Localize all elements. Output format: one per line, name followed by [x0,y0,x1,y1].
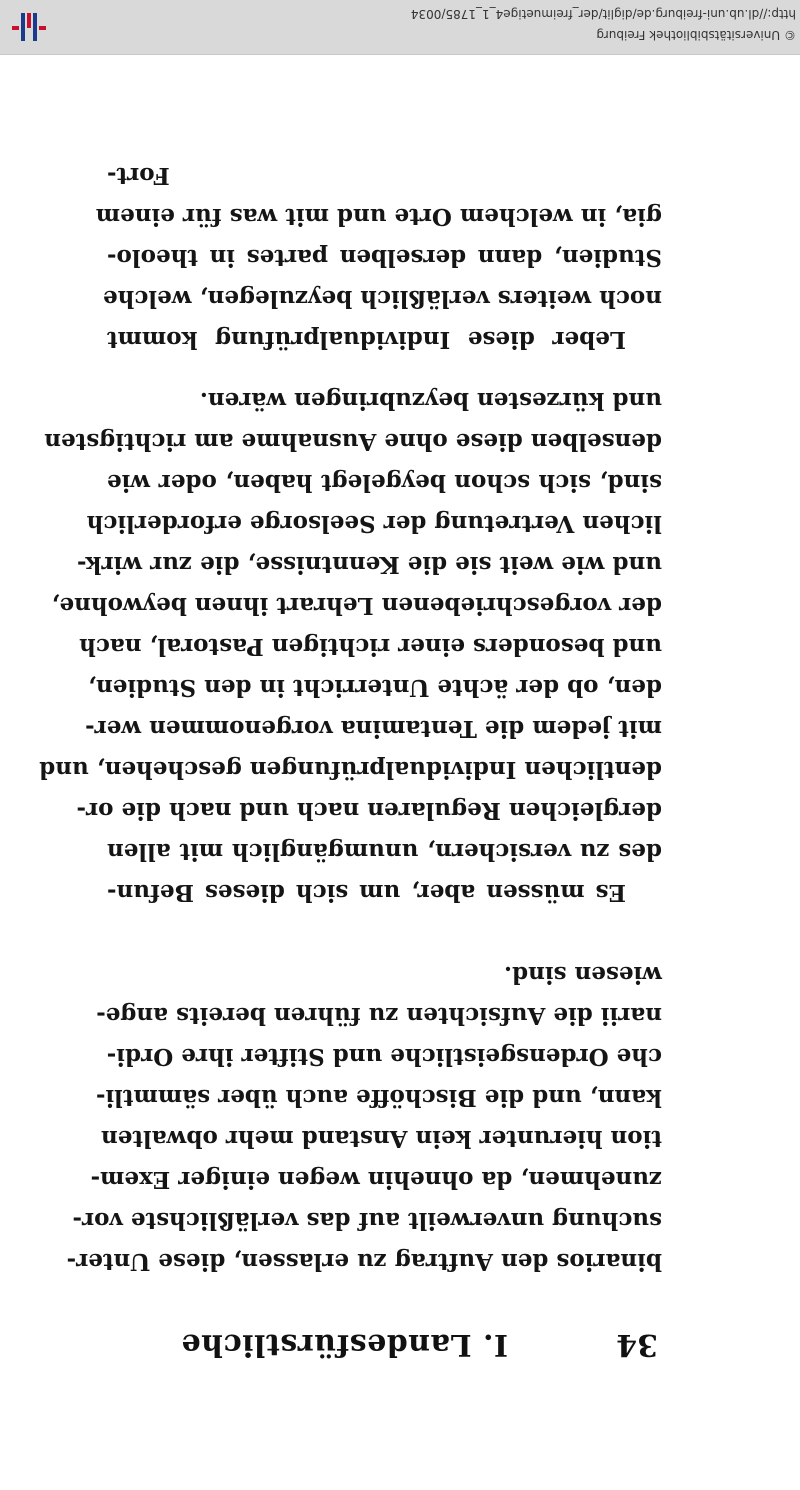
text-line: noch weiters verläßlich beyzulegen, welche [103,285,662,312]
text-line: und besonders einer richtigen Pastoral, nach [79,633,662,660]
text-line: tion hierunter kein Anstand mehr obwalten [100,1125,662,1152]
text-line: sind, sich schon beygelegt haben, oder wie [107,469,662,496]
text-line: mit jedem die Tentamina vorgenommen wer- [85,715,662,742]
text-line: wiesen sind. [504,961,662,988]
university-library-logo-icon [10,8,48,46]
catchword: Fort- [107,162,170,189]
text-line: kann, und die Bischöffe auch über sämmtli- [95,1084,662,1111]
text-line: gia, in welchem Orte und mit was für einem [95,203,662,230]
text-line: den, ob der ächte Unterricht in den Studien, [87,674,662,701]
text-line: che Ordensgeistliche und Stifter ihre Ordi- [106,1043,662,1070]
text-line: Leber diese Individualprüfung kommt [107,326,626,353]
page-number: 34 [616,1327,658,1362]
text-line: Studien, dann derselben partes in theolo- [107,244,662,271]
text-line: Es müssen aber, um sich dieses Befun- [107,879,626,906]
paragraph-gap [107,360,662,380]
text-line: dergleichen Regularen nach und nach die or- [76,797,662,824]
text-line: des zu versichern, unumgänglich mit allen [107,838,662,865]
text-line: narii die Aufsichten zu führen bereits ange- [96,1002,662,1029]
page-url[interactable]: http://dl.ub.uni-freiburg.de/diglit/der_freimuetige4_1_1785/0034 [410,7,796,21]
text-line: denselben diese ohne Ausnahme am richtigsten [44,428,662,455]
text-line: und wie weit sie die Kenntnisse, die zur wirk- [76,551,662,578]
text-line: suchung unverweilt auf das verläßlichste vor- [72,1207,662,1234]
text-line: dentlichen Individualprüfungen geschehen, und [39,756,662,783]
running-head: I. Landesfürstliche [181,1327,508,1362]
page-body-text [39,155,662,1282]
page-header [146,1322,658,1362]
paragraph-gap [107,913,662,954]
text-line: zunehmen, da ohnehin wegen einiger Exem- [90,1166,662,1193]
viewer-footer-bar [0,0,800,55]
text-line: der vorgeschriebenen Lehrart ihnen beywohne, [51,592,662,619]
text-line: lichen Vertretung der Seelsorge erforderlich [86,510,662,537]
text-line: und kürzesten beyzubringen wären. [199,387,662,414]
text-line: binarios den Auftrag zu erlassen, diese Unter- [66,1248,662,1275]
copyright-notice: © Universitätsbibliothek Freiburg [596,28,796,42]
